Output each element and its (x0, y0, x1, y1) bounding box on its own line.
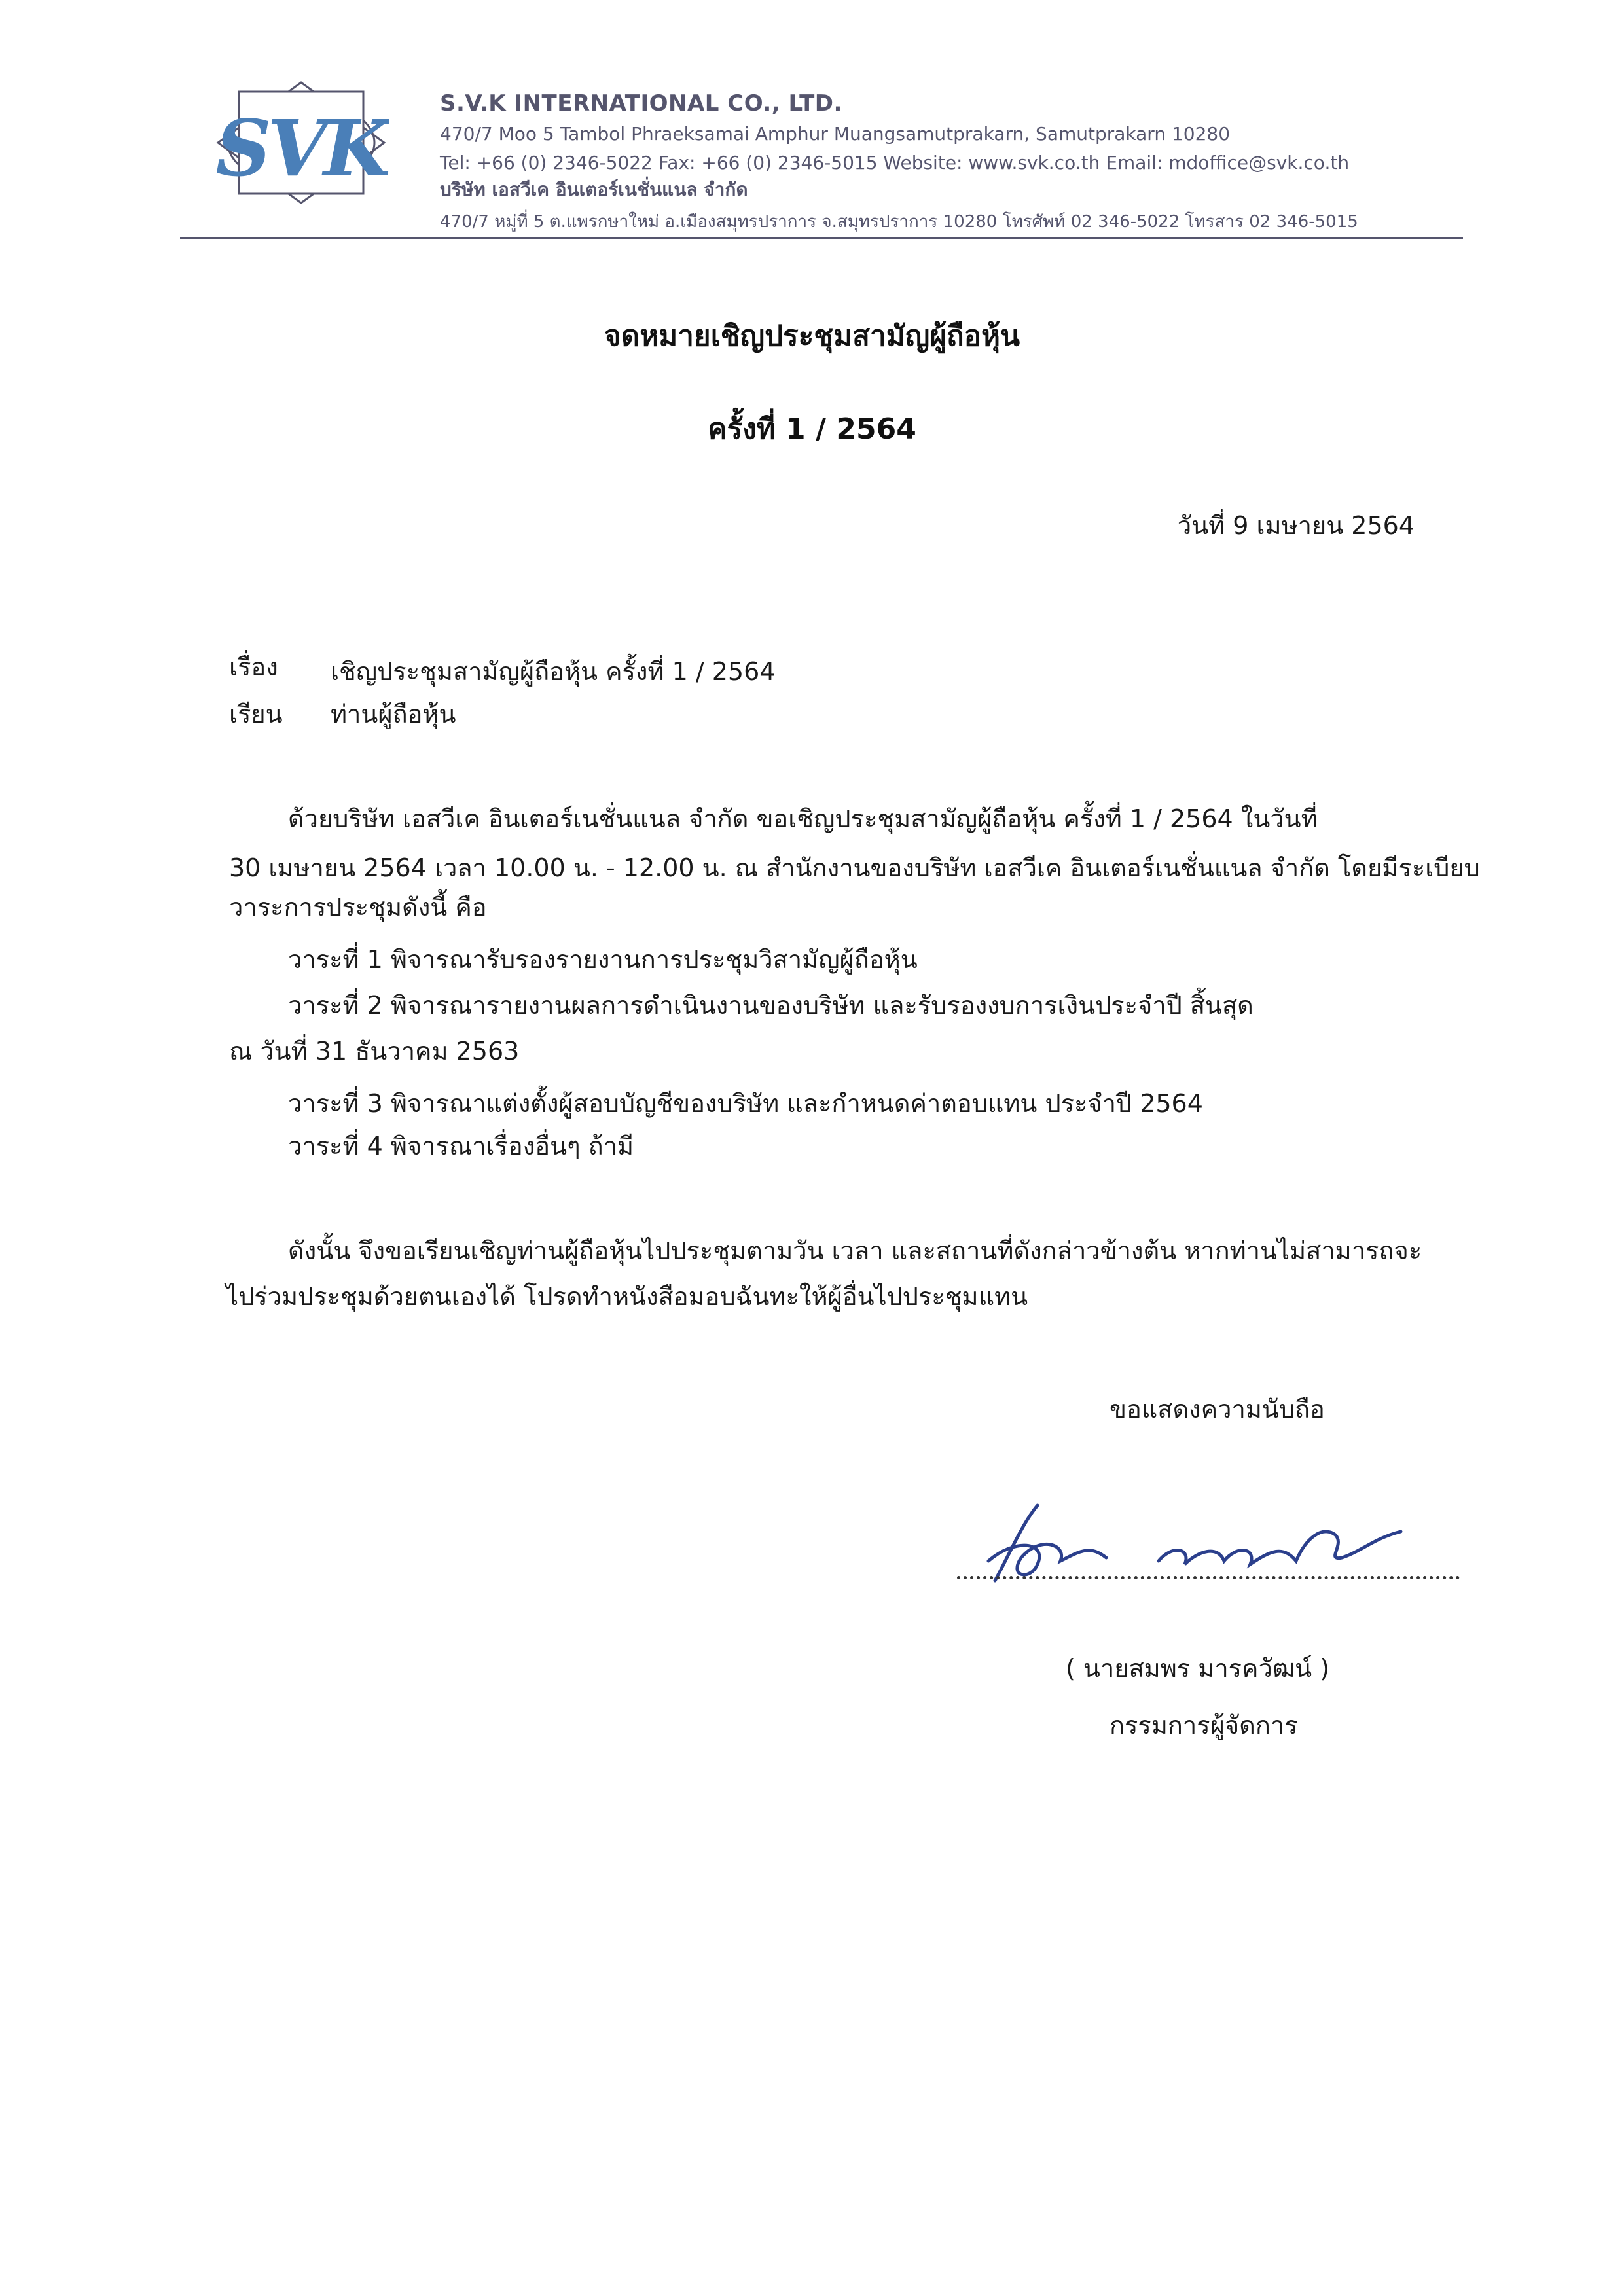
signature-line (957, 1576, 1460, 1579)
intro-line-3: วาระการประชุมดังนี้ คือ (229, 893, 487, 922)
agenda-item-3: วาระที่ 3 พิจารณาแต่งตั้งผู้สอบบัญชีของบริษัท และกำหนดค่าตอบแทน ประจำปี 2564 (288, 1089, 1203, 1118)
intro-line-1: ด้วยบริษัท เอสวีเค อินเตอร์เนชั่นแนล จำกัด ขอเชิญประชุมสามัญผู้ถือหุ้น ครั้งที่ 1 / 2564 ในวันที่ (288, 804, 1318, 833)
handwritten-signature (969, 1499, 1414, 1597)
letterhead-divider (180, 237, 1463, 239)
signer-title: กรรมการผู้จัดการ (1110, 1711, 1298, 1740)
agenda-item-2: วาระที่ 2 พิจารณารายงานผลการดำเนินงานของบริษัท และรับรองงบการเงินประจำปี สิ้นสุด (288, 991, 1254, 1020)
to-label: เรียน (229, 700, 283, 728)
regards-text: ขอแสดงความนับถือ (1110, 1395, 1325, 1424)
closing-line-2: ไปร่วมประชุมด้วยตนเองได้ โปรดทำหนังสือมอบฉันทะให้ผู้อื่นไปประชุมแทน (226, 1282, 1028, 1311)
closing-line-1: ดังนั้น จึงขอเรียนเชิญท่านผู้ถือหุ้นไปประชุมตามวัน เวลา และสถานที่ดังกล่าวข้างต้น หากท่านไม่สามารถจะ (288, 1236, 1422, 1265)
document-subtitle: ครั้งที่ 1 / 2564 (708, 412, 916, 446)
signer-name: ( นายสมพร มารควัฒน์ ) (1066, 1654, 1330, 1683)
document-date: วันที่ 9 เมษายน 2564 (1177, 511, 1415, 540)
company-logo (213, 77, 389, 208)
intro-line-2: 30 เมษายน 2564 เวลา 10.00 น. - 12.00 น. ณ สำนักงานของบริษัท เอสวีเค อินเตอร์เนชั่นแนล จำกัด โดยมีระเบียบ (229, 853, 1480, 882)
company-name-en: S.V.K INTERNATIONAL CO., LTD. (440, 90, 842, 117)
company-contact-en: Tel: +66 (0) 2346-5022 Fax: +66 (0) 2346-5015 Website: www.svk.co.th Email: mdoffice@svk.co.th (440, 152, 1350, 173)
company-contact-th: 470/7 หมู่ที่ 5 ต.แพรกษาใหม่ อ.เมืองสมุทรปราการ จ.สมุทรปราการ 10280 โทรศัพท์ 02 346-5022 โทรสาร 02 346-5015 (440, 212, 1358, 232)
agenda-item-1: วาระที่ 1 พิจารณารับรองรายงานการประชุมวิสามัญผู้ถือหุ้น (288, 945, 918, 974)
company-address-en: 470/7 Moo 5 Tambol Phraeksamai Amphur Muangsamutprakarn, Samutprakarn 10280 (440, 123, 1231, 145)
subject-label: เรื่อง (229, 653, 278, 681)
subject-text: เชิญประชุมสามัญผู้ถือหุ้น ครั้งที่ 1 / 2564 (331, 657, 776, 686)
agenda-item-4: วาระที่ 4 พิจารณาเรื่องอื่นๆ ถ้ามี (288, 1132, 634, 1160)
agenda-item-2-continuation: ณ วันที่ 31 ธันวาคม 2563 (229, 1037, 520, 1066)
logo-text: SVK (215, 103, 387, 194)
document-title: จดหมายเชิญประชุมสามัญผู้ถือหุ้น (604, 319, 1020, 353)
company-name-th: บริษัท เอสวีเค อินเตอร์เนชั่นแนล จำกัด (440, 179, 748, 200)
to-text: ท่านผู้ถือหุ้น (331, 700, 456, 728)
